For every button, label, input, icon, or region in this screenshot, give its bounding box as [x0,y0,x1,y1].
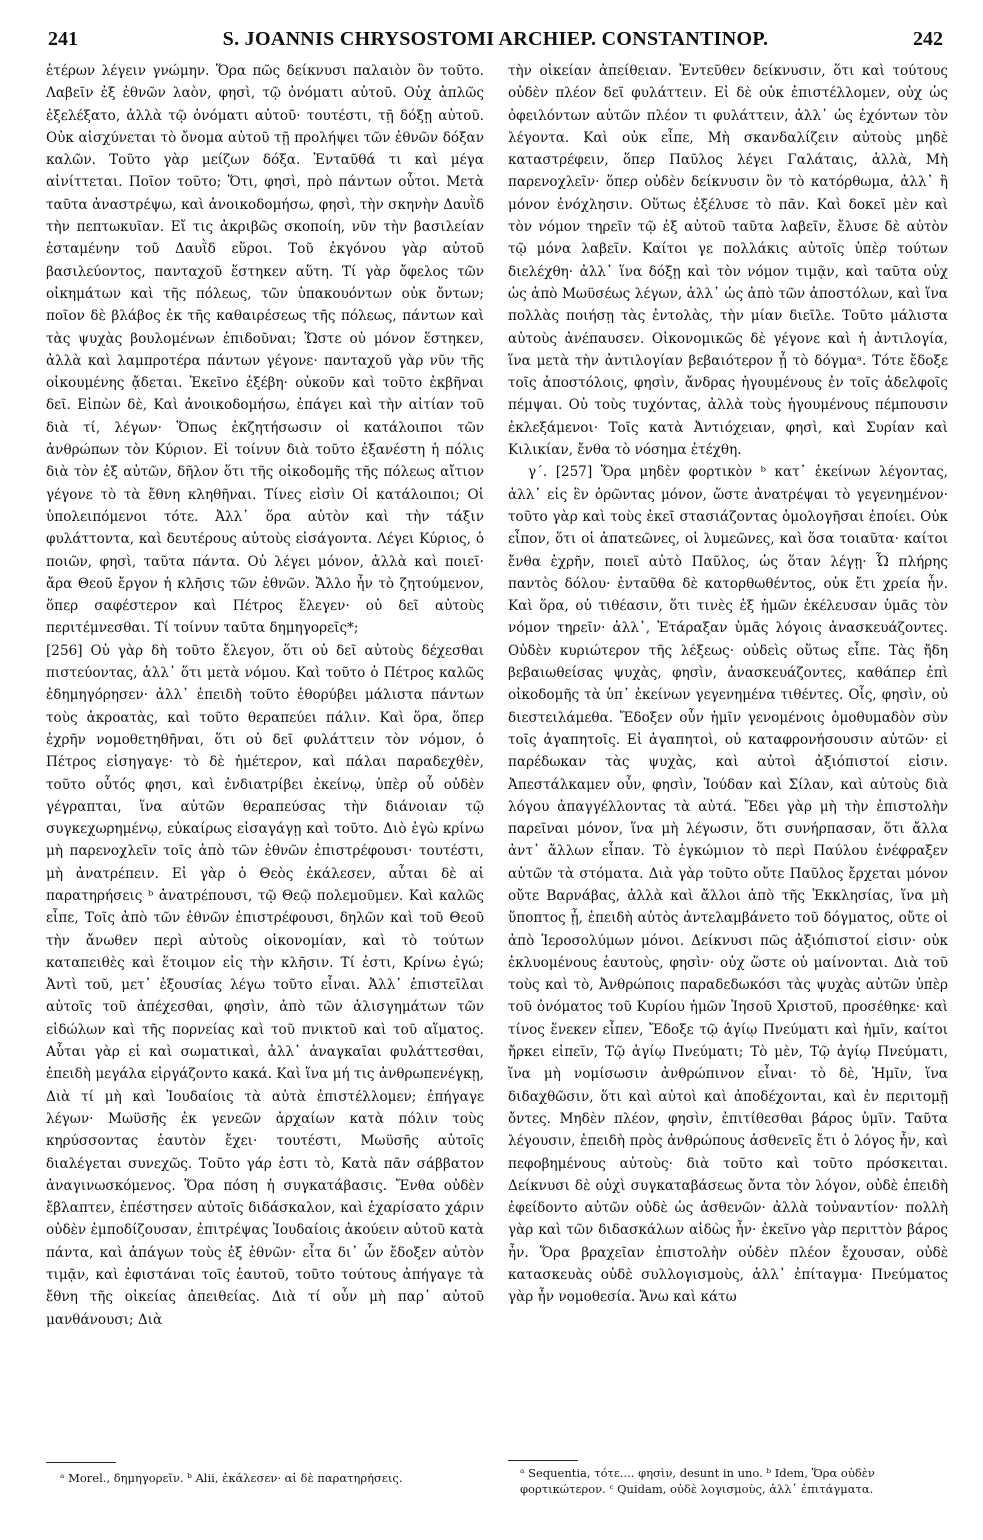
page-number-left: 241 [48,28,78,50]
right-paragraph-1: τὴν οἰκείαν ἀπείθειαν. Ἐντεῦθεν δείκνυσιν, ὅτι καὶ τούτους οὐδὲν πλέον δεῖ φυλάττειν. Εἰ δὲ οὐκ ἐπιστέλλομεν, οὐχ ὡς ὀφειλόντων αὐτῶν πλέον τι φυλάττειν, ἀλλ᾽ ὡς ἐχόντων τὸν λέγοντα. Καὶ οὐκ εἶπε, Μὴ σκανδαλίζειν αὐτοὺς μηδὲ καταστρέφειν, ὅπερ Παῦλος λέγει Γαλάταις, ἀλλὰ, Μὴ παρενοχλεῖν· ὅπερ οὐδὲν δείκνυσιν ὂν τὸ κατόρθωμα, ἀλλ᾽ ἢ μόνον ἐνόχλησιν. Οὕτως ἐξέλυσε τὸ πᾶν. Καὶ δοκεῖ μὲν καὶ τὸν νόμον τηρεῖν τῷ ἐξ αὐτοῦ ταῦτα λαβεῖν, ἔλυσε δὲ αὐτὸν τῷ μόνα λαβεῖν. Καίτοι γε πολλάκις αὐτοῖς ὑπὲρ τούτων διελέχθη· ἀλλ᾽ ἵνα δόξῃ καὶ τὸν νόμον τιμᾷν, καὶ ταῦτα οὐχ ὡς ἀπὸ Μωϋσέως λέγων, ἀλλ᾽ ὡς ἀπὸ τῶν ἀποστόλων, καὶ ἵνα πολλὰς ποιήσῃ τὰς ἐντολὰς, τὴν μίαν διεῖλε. Τοῦτο μάλιστα αὐτοὺς ἀνέπαυσεν. Οἰκονομικῶς δὲ γέγονε καὶ ἡ ἀντιλογία, ἵνα μετὰ τὴν ἀντιλογίαν βεβαιότερον ᾖ τὸ δόγμαᵃ. Τότε ἔδοξε τοῖς ἀποστόλοις, φησὶν, ἄνδρας ἡγουμένους ἐν τοῖς ἀδελφοῖς πέμψαι. Οὐ τοὺς τυχόντας, ἀλλὰ τοὺς ἡγουμένους πέμπουσιν ἐκλεξάμενοι· Τοῖς κατὰ Ἀντιόχειαν, φησὶ, καὶ Συρίαν καὶ Κιλικίαν, ἔνθα τὸ νόσημα ἐτέχθη. [508,63,948,459]
running-title: S. JOANNIS CHRYSOSTOMI ARCHIEP. CONSTANTINOP. [222,28,769,50]
left-paragraph-2: [256] Οὐ γὰρ δὴ τοῦτο ἔλεγον, ὅτι οὐ δεῖ αὐτοὺς δέχεσθαι πιστεύοντας, ἀλλ᾽ ὅτι μετὰ νόμου. Καὶ τοῦτο ὁ Πέτρος καλῶς ἐδημηγόρησεν· ἀλλ᾽ ἐπειδὴ τοῦτο ἐθορύβει μάλιστα πάντων τοὺς ἀκροατὰς, καὶ τοῦτο θεραπεύει πάλιν. Καὶ ὅρα, ὅπερ ἐχρῆν νομοθετηθῆναι, ὅτι οὐ δεῖ φυλάττειν τὸν νόμον, ὁ Πέτρος εἰσηγαγε· τὸ δὲ ἡμέτερον, καὶ πάλαι παραδεχθὲν, τοῦτο οὗτός φησι, καὶ ἐνδιατρίβει ἐκείνῳ, ὑπὲρ οὗ οὐδὲν γέγραπται, ἵνα αὐτῶν θεραπεύσας τὴν διάνοιαν τῷ συγκεχωρημένῳ, εὐκαίρως εἰσαγάγῃ καὶ τοῦτο. Διὸ ἐγὼ κρίνω μὴ παρενοχλεῖν τοῖς ἀπὸ τῶν ἐθνῶν ἐπιστρέφουσι· τουτέστι, μὴ ἀνατρέπειν. Εἰ γὰρ ὁ Θεὸς ἐκάλεσεν, αὗται δὲ αἱ παρατηρήσεις ᵇ ἀνατρέπουσι, τῷ Θεῷ πολεμοῦμεν. Καὶ καλῶς εἶπε, Τοῖς ἀπὸ τῶν ἐθνῶν ἐπιστρέφουσι, δηλῶν καὶ τοῦ Θεοῦ τὴν ἄνωθεν περὶ αὐτοὺς οἰκονομίαν, καὶ τὸ τούτων καταπειθὲς καὶ ἕτοιμον εἰς τὴν κλῆσιν. Τί ἐστι, Κρίνω ἐγώ; Ἀντὶ τοῦ, μετ᾽ ἐξουσίας λέγω τοῦτο εἶναι. Ἀλλ᾽ ἐπιστεῖλαι αὐτοῖς τοῦ ἀπέχεσθαι, φησὶν, ἀπὸ τῶν ἀλισγημάτων τῶν εἰδώλων καὶ τῆς πορνείας καὶ τοῦ πνικτοῦ καὶ τοῦ αἵματος. Αὗται γὰρ εἰ καὶ σωματικαὶ, ἀλλ᾽ ἀναγκαῖαι φυλάττεσθαι, ἐπειδὴ μεγάλα εἰργάζοντο κακά. Καὶ ἵνα μή τις ἀνθρωπενέγκῃ, Διὰ τί μὴ καὶ Ἰουδαίοις τὰ αὐτὰ ἐπιστέλλομεν; ἐπήγαγε λέγων· Μωϋσῆς ἐκ γενεῶν ἀρχαίων κατὰ πόλιν τοὺς κηρύσσοντας ἑαυτὸν ἔχει· τουτέστι, Μωϋσῆς αὐτοῖς διαλέγεται συνεχῶς. Τοῦτο γάρ ἐστι τὸ, Κατὰ πᾶν σάββατον ἀναγινωσκόμενος. Ὅρα πόση ἡ συγκατάβασις. Ἔνθα οὐδὲν ἔβλαπτεν, ἐπέστησεν αὐτοῖς διδάσκαλον, καὶ ἐχαρίσατο χάριν οὐδὲν ἐμποδίζουσαν, ἐπιτρέψας Ἰουδαίοις ἀκούειν αὐτοῦ κατὰ πάντα, καὶ ἀπάγων τοὺς ἐξ ἐθνῶν· εἶτα δι᾽ ὧν ἔδοξεν αὐτὸν τιμᾷν, καὶ ἐφιστάναι τοῖς ἑαυτοῦ, τοῦτο τούτους ἀπήγαγε τὰ ἔθνη τῆς οἰκείας ἀπειθείας. Διὰ τί οὖν μὴ παρ᾽ αὐτοῦ μανθάνουσι; Διὰ [46,642,484,1328]
footnote-rule-right [508,1460,578,1461]
left-column [46,60,484,1460]
left-paragraph-1: ἑτέρων λέγειν γνώμην. Ὅρα πῶς δείκνυσι παλαιὸν ὂν τοῦτο. Λαβεῖν ἐξ ἐθνῶν λαὸν, φησὶ, τῷ ὀνόματι αὐτοῦ. Οὐχ ἁπλῶς ἐξελέξατο, ἀλλὰ τῷ ὀνόματι αὐτοῦ· τουτέστι, τῇ δόξῃ αὐτοῦ. Οὐκ αἰσχύνεται τὸ ὄνομα αὐτοῦ τῇ προλήψει τῶν ἐθνῶν δόξαν καλῶν. Τοῦτο γὰρ μείζων δόξα. Ἐνταῦθά τι καὶ μέγα αἰνίττεται. Ποῖον τοῦτο; Ὅτι, φησὶ, πρὸ πάντων οὗτοι. Μετὰ ταῦτα ἀναστρέψω, καὶ ἀνοικοδομήσω, φησὶ, τὴν σκηνὴν Δαυῒδ τὴν πεπτωκυῖαν. Εἴ τις ἀκριβῶς σκοποίη, νῦν τὴν βασιλείαν ἑσταμένην τοῦ Δαυῒδ εὕροι. Τοῦ ἐκγόνου γὰρ αὐτοῦ βασιλεύοντος, πανταχοῦ ἕστηκεν αὕτη. Τί γὰρ ὄφελος τῶν οἰκημάτων καὶ τῆς πόλεως, τῶν ὑπακουόντων οὐκ ὄντων; ποῖον δὲ βλάβος ἐκ τῆς καθαιρέσεως τῆς πόλεως, πάντων καὶ τὰς ψυχὰς βουλομένων ἐπιδοῦναι; Ὥστε οὐ μόνον ἕστηκεν, ἀλλὰ καὶ λαμπροτέρα πάντων γέγονε· πανταχοῦ γὰρ νῦν τῆς οἰκουμένης ᾄδεται. Ἐκεῖνο ἐξέβη· οὐκοῦν καὶ τοῦτο ἐκβῆναι δεῖ. Εἰπὼν δὲ, Καὶ ἀνοικοδομήσω, ἐπάγει καὶ τὴν αἰτίαν τοῦ διὰ τί, λέγων· Ὅπως ἐκζητήσωσιν οἱ κατάλοιποι τῶν ἀνθρώπων τὸν Κύριον. Εἰ τοίνυν διὰ τοῦτο ἐξανέστη ἡ πόλις διὰ τὸν ἐξ αὐτῶν, δῆλον ὅτι τῆς οἰκοδομῆς τῆς πόλεως αἴτιον γέγονε τὸ τὰ ἔθνη κληθῆναι. Τίνες εἰσὶν Οἱ κατάλοιποι; Οἱ ὑπολειπόμενοι τότε. Ἀλλ᾽ ὅρα αὐτὸν καὶ τὴν τάξιν φυλάττοντα, καὶ δευτέρους αὐτοὺς εἰσάγοντα. Λέγει Κύριος, ὁ ποιῶν, φησὶ, ταῦτα πάντα. Οὐ λέγει μόνον, ἀλλὰ καὶ ποιεῖ· ἄρα Θεοῦ ἔργον ἡ κλῆσις τῶν ἐθνῶν. Ἄλλο ἦν τὸ ζητούμενον, ὅπερ σαφέστερον καὶ Πέτρος ἔλεγεν· οὐ δεῖ αὐτοὺς περιτέμνεσθαι. Τί τοίνυν ταῦτα δημηγορεῖς*; [46,63,484,637]
running-header [48,28,943,60]
footnote-left: ᵃ Morel., δημηγορεῖν. ᵇ Alii, ἐκάλεσεν· αἱ δὲ παρατηρήσεις. [60,1471,403,1485]
footnote-right: ᵃ Sequentia, τότε.... φησὶν, desunt in uno. ᵇ Idem, Ὅρα οὐδὲν φορτικώτερον. ᶜ Quidam, οὐδὲ λογισμοὺς, ἀλλ᾽ ἐπιτάγματα. [520,1466,875,1496]
right-column [508,60,948,1460]
footnote-rule-left [46,1462,116,1463]
page-number-right: 242 [913,28,943,50]
right-paragraph-2: γ΄. [257] Ὅρα μηδὲν φορτικὸν ᵇ κατ᾽ ἐκείνων λέγοντας, ἀλλ᾽ εἰς ἓν ὁρῶντας μόνον, ὥστε ἀνατρέψαι τὸ γεγενημένον· τοῦτο γὰρ καὶ τοὺς ἐκεῖ στασιάζοντας ὁμολογῆσαι ἐποίει. Οὐκ εἶπον, ὅτι οἱ ἀπατεῶνες, οἱ λυμεῶνες, καὶ ὅσα τοιαῦτα· καίτοι ἔνθα ἐχρῆν, ποιεῖ αὐτὸ Παῦλος, ὡς ὅταν λέγῃ· Ὦ πλήρης παντὸς δόλου· ἐνταῦθα δὲ κατορθωθέντος, οὐκ ἔτι χρεία ἦν. Καὶ ὅρα, οὐ τιθέασιν, ὅτι τινὲς ἐξ ἡμῶν ἐκέλευσαν ὑμᾶς τὸν νόμον τηρεῖν· ἀλλ᾽, Ἐτάραξαν ὑμᾶς λόγοις ἀνασκευάζοντες. Οὐδὲν κυριώτερον τῆς λέξεως· οὐδεὶς οὕτως εἶπε. Τὰς ἤδη βεβαιωθείσας ψυχὰς, φησὶν, ἀνασκευάζοντες, καθάπερ ἐπὶ οἰκοδομῆς τὰ ὑπ᾽ ἐκείνων γεγενημένα τιθέντες. Οἷς, φησὶν, οὐ διεστειλάμεθα. Ἔδοξεν οὖν ἡμῖν γενομένοις ὁμοθυμαδὸν σὺν τοῖς ἀγαπητοῖς. Εἰ ἀγαπητοὶ, οὐ καταφρονήσουσιν αὐτῶν· εἰ παρέδωκαν τὰς ψυχὰς, καὶ αὐτοὶ ἀξιόπιστοί εἰσιν. Ἀπεστάλκαμεν οὖν, φησὶν, Ἰούδαν καὶ Σίλαν, καὶ αὐτοὺς διὰ λόγου ἀπαγγέλλοντας τὰ αὐτά. Ἔδει γὰρ μὴ τὴν ἐπιστολὴν παρεῖναι μόνον, ἵνα μὴ λέγωσιν, ὅτι συνήρπασαν, ὅτι ἄλλα ἀντ᾽ ἄλλων εἶπαν. Τὸ ἐγκώμιον τὸ περὶ Παύλου ἐνέφραξεν αὐτῶν τὰ στόματα. Διὰ γὰρ τοῦτο οὔτε Παῦλος ἔρχεται μόνον οὔτε Βαρνάβας, ἀλλὰ καὶ ἄλλοι ἀπὸ τῆς Ἐκκλησίας, ἵνα μὴ ὕποπτος ᾖ, ἐπειδὴ αὐτὸς ἀντελαμβάνετο τοῦ δόγματος, οὔτε οἱ ἀπὸ Ἱεροσολύμων μόνοι. Δείκνυσι πῶς ἀξιόπιστοί εἰσιν· οὐκ ἐκλυομένους ἑαυτοὺς, φησὶν· οὐχ ὥστε οὐ μαίνονται. Διὰ τοῦ τοὺς καὶ τὸ, Ἀνθρώποις παραδεδωκόσι τὰς ψυχὰς αὐτῶν ὑπὲρ τοῦ ὀνόματος τοῦ Κυρίου ἡμῶν Ἰησοῦ Χριστοῦ, προσέθηκε· καὶ τίνος ἕνεκεν εἶπεν, Ἔδοξε τῷ ἁγίῳ Πνεύματι καὶ ἡμῖν, καίτοι ἤρκει εἰπεῖν, Τῷ ἁγίῳ Πνεύματι; Τὸ μὲν, Τῷ ἁγίῳ Πνεύματι, ἵνα μὴ νομίσωσιν ἀνθρώπινον εἶναι· τὸ δὲ, Ἡμῖν, ἵνα διδαχθῶσιν, ὅτι καὶ αὐτοὶ καὶ ἀποδέχονται, καὶ ἐν περιτομῇ ὄντες. Μηδὲν πλέον, φησὶν, ἐπιτίθεσθαι βάρος ὑμῖν. Ταῦτα λέγουσιν, ἐπειδὴ πρὸς ἀνθρώπους ἀσθενεῖς ἔτι ὁ λόγος ἦν, καὶ πεφοβημένους αὐτοὺς· διὰ τοῦτο καὶ τοῦτο πρόσκειται. Δείκνυσι δὲ οὐχὶ συγκαταβάσεως ὄντα τὸν λόγον, οὐδὲ ἐπειδὴ ἐφείδοντο αὐτῶν οὐδὲ ὡς ἀσθενῶν· ἀλλὰ τοὐναντίον· πολλὴ γὰρ καὶ τῶν διδασκάλων αἰδὼς ἦν· ἐκεῖνο γὰρ περιττὸν βάρος ἦν. Ὅρα βραχεῖαν ἐπιστολὴν οὐδὲν πλέον ἔχουσαν, οὐδὲ κατασκευὰς οὐδὲ συλλογισμοὺς, ἀλλ᾽ ἐπίταγμα· Πνεύματος γὰρ ἦν νομοθεσία. Ἄνω καὶ κάτω [508,464,948,1306]
